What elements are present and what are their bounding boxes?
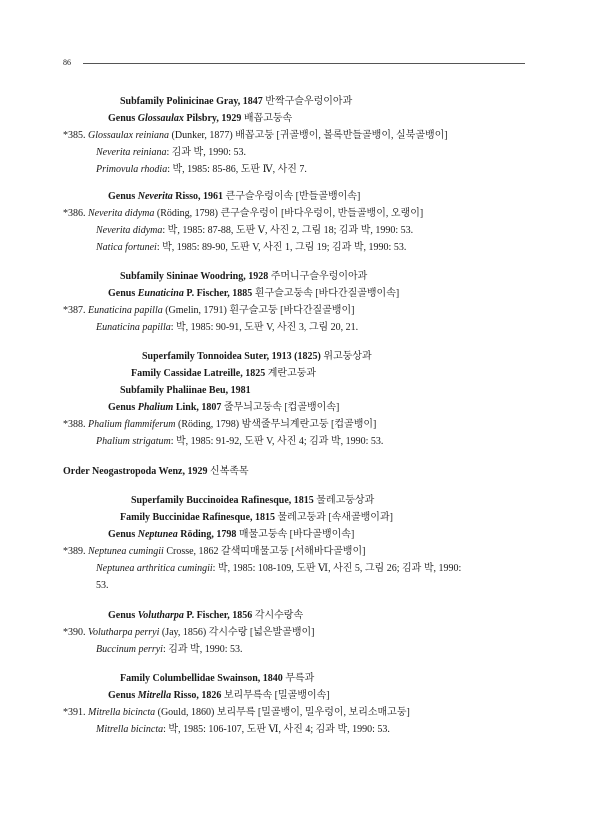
text-line: [63, 130, 448, 142]
text-run: Neptunea: [137, 529, 178, 540]
text-line: [96, 436, 383, 448]
text-line: [108, 191, 360, 203]
text-run: (Dunker, 1877) 배꼽고둥 [귀골뱅이, 볼록반들골뱅이, 실북골뱅이]: [169, 130, 448, 141]
text-line: [63, 546, 365, 558]
text-run: 신복족목: [209, 466, 249, 477]
text-run: : 박, 1985: 90-91, 도판 V, 사진 3, 그림 20, 21.: [170, 322, 359, 333]
text-run: 반짝구슬우렁이아과: [265, 96, 353, 107]
text-line: [131, 495, 374, 507]
text-run: 배꼽고둥속: [243, 113, 293, 124]
text-run: 보리무륵속 [밀골뱅이속]: [223, 690, 330, 701]
text-run: Phalium strigatum: [96, 436, 171, 447]
text-run: Neverita: [137, 191, 173, 202]
text-run: Röding, 1798: [177, 529, 239, 540]
text-line: [96, 322, 358, 334]
text-line: [120, 512, 393, 524]
text-run: Superfamily Tonnoidea Suter, 1913 (1825): [142, 351, 324, 362]
text-line: [96, 580, 109, 592]
text-line: [63, 466, 249, 478]
text-run: Family Cassidae Latreille, 1825: [131, 368, 268, 379]
text-run: Phalium flammiferum: [88, 419, 176, 430]
text-line: [96, 147, 246, 159]
text-line: [96, 225, 413, 237]
text-run: Eunaticina: [137, 288, 184, 299]
text-run: Mitrella bicincta: [96, 724, 164, 735]
text-run: (Gould, 1860) 보리무륵 [밀골뱅이, 밀우렁이, 보리소매고둥]: [155, 707, 410, 718]
text-run: Subfamily Phaliinae Beu, 1981: [120, 385, 251, 396]
page-header: [63, 58, 525, 70]
text-run: Genus: [108, 610, 138, 621]
text-line: [108, 402, 339, 414]
text-run: Neverita didyma: [88, 208, 155, 219]
text-run: 큰구슬우렁이속 [반들골뱅이속]: [225, 191, 361, 202]
text-run: 물레고둥과 [속새골뱅이과]: [277, 512, 393, 523]
text-run: : 박, 1985: 91-92, 도판 V, 사진 4; 김과 박, 1990: 53.: [170, 436, 384, 447]
text-line: [96, 724, 390, 736]
text-run: *389.: [63, 546, 88, 557]
text-line: [108, 690, 330, 702]
text-line: [63, 627, 315, 639]
text-run: Neverita reiniana: [96, 147, 167, 158]
text-run: *390.: [63, 627, 88, 638]
text-run: Glossaulax reiniana: [88, 130, 170, 141]
text-run: 줄무늬고둥속 [컵골뱅이속]: [223, 402, 340, 413]
text-run: Natica fortunei: [96, 242, 157, 253]
text-run: Glossaulax: [137, 113, 184, 124]
text-run: : 김과 박, 1990: 53.: [166, 147, 246, 158]
text-run: *385.: [63, 130, 88, 141]
text-line: [131, 368, 316, 380]
text-line: [96, 644, 242, 656]
text-run: Neptunea cumingii: [88, 546, 164, 557]
text-run: 물레고둥상과: [316, 495, 375, 506]
text-run: Pilsbry, 1929: [183, 113, 244, 124]
text-run: Volutharpa perryi: [88, 627, 160, 638]
text-run: Neverita didyma: [96, 225, 163, 236]
text-run: Genus: [108, 402, 138, 413]
text-line: [63, 305, 354, 317]
text-run: 위고둥상과: [323, 351, 372, 362]
text-run: Eunaticina papilla: [88, 305, 163, 316]
text-run: *386.: [63, 208, 88, 219]
text-run: Phalium: [137, 402, 174, 413]
text-run: Mitrella bicincta: [88, 707, 156, 718]
text-run: *387.: [63, 305, 88, 316]
text-run: (Röding, 1798) 밤색줄무늬계란고둥 [컵골뱅이]: [175, 419, 377, 430]
text-run: : 박, 1985: 106-107, 도판 Ⅵ, 사진 4; 김과 박, 1990: 53.: [163, 724, 390, 735]
text-run: Link, 1807: [173, 402, 224, 413]
text-run: Family Columbellidae Swainson, 1840: [120, 673, 286, 684]
text-run: Genus: [108, 529, 138, 540]
text-line: [63, 419, 376, 431]
text-line: [108, 113, 292, 125]
text-run: Subfamily Sininae Woodring, 1928: [120, 271, 271, 282]
text-line: [120, 96, 352, 108]
text-run: (Röding, 1798) 큰구슬우렁이 [바다우렁이, 반들골뱅이, 오랭이]: [154, 208, 424, 219]
text-run: Buccinum perryi: [96, 644, 163, 655]
text-line: [63, 208, 423, 220]
text-run: Subfamily Polinicinae Gray, 1847: [120, 96, 266, 107]
text-run: : 박, 1985: 108-109, 도판 Ⅵ, 사진 5, 그림 26; 김과 박, 1990:: [212, 563, 462, 574]
text-run: Superfamily Buccinoidea Rafinesque, 1815: [131, 495, 317, 506]
text-run: : 박, 1985: 87-88, 도판 Ⅴ, 사진 2, 그림 18; 김과 박, 1990: 53.: [162, 225, 414, 236]
text-line: [142, 351, 372, 363]
text-run: Order Neogastropoda Wenz, 1929: [63, 466, 210, 477]
text-run: Genus: [108, 690, 138, 701]
text-line: [108, 610, 303, 622]
text-run: 주머니구슬우렁이아과: [270, 271, 368, 282]
text-run: 53.: [96, 580, 109, 591]
text-line: [96, 164, 307, 176]
text-run: 매물고둥속 [바다골뱅이속]: [238, 529, 355, 540]
text-run: Risso, 1961: [172, 191, 226, 202]
text-run: Neptunea arthritica cumingii: [96, 563, 213, 574]
text-run: 무륵과: [285, 673, 315, 684]
text-run: Primovula rhodia: [96, 164, 168, 175]
text-run: Risso, 1826: [171, 690, 224, 701]
text-run: Eunaticina papilla: [96, 322, 171, 333]
text-run: : 박, 1985: 85-86, 도판 Ⅳ, 사진 7.: [167, 164, 307, 175]
header-rule: [83, 63, 525, 64]
text-run: 계란고둥과: [267, 368, 317, 379]
text-line: [63, 707, 410, 719]
text-run: Crosse, 1862 갈색띠매물고둥 [서해바다골뱅이]: [163, 546, 366, 557]
text-run: 각시수랑속: [254, 610, 304, 621]
text-run: P. Fischer, 1856: [183, 610, 255, 621]
text-line: [120, 385, 251, 397]
text-run: : 김과 박, 1990: 53.: [162, 644, 243, 655]
text-run: Genus: [108, 288, 138, 299]
text-line: [120, 673, 314, 685]
text-run: 흰구슬고둥속 [바다간질골뱅이속]: [254, 288, 400, 299]
text-run: Genus: [108, 191, 138, 202]
page-number: 86: [63, 58, 71, 67]
text-run: *388.: [63, 419, 88, 430]
text-run: P. Fischer, 1885: [183, 288, 255, 299]
text-run: Genus: [108, 113, 138, 124]
text-run: (Gmelin, 1791) 흰구슬고둥 [바다간질골뱅이]: [162, 305, 355, 316]
text-line: [96, 242, 406, 254]
text-run: Family Buccinidae Rafinesque, 1815: [120, 512, 278, 523]
text-run: Volutharpa: [137, 610, 184, 621]
text-line: [108, 288, 399, 300]
text-line: [96, 563, 461, 575]
text-line: [120, 271, 367, 283]
text-run: *391.: [63, 707, 88, 718]
text-run: (Jay, 1856) 각시수랑 [넓은발골뱅이]: [159, 627, 315, 638]
text-run: Mitrella: [137, 690, 172, 701]
text-run: : 박, 1985: 89-90, 도판 V, 사진 1, 그림 19; 김과 박, 1990: 53.: [156, 242, 407, 253]
text-line: [108, 529, 354, 541]
